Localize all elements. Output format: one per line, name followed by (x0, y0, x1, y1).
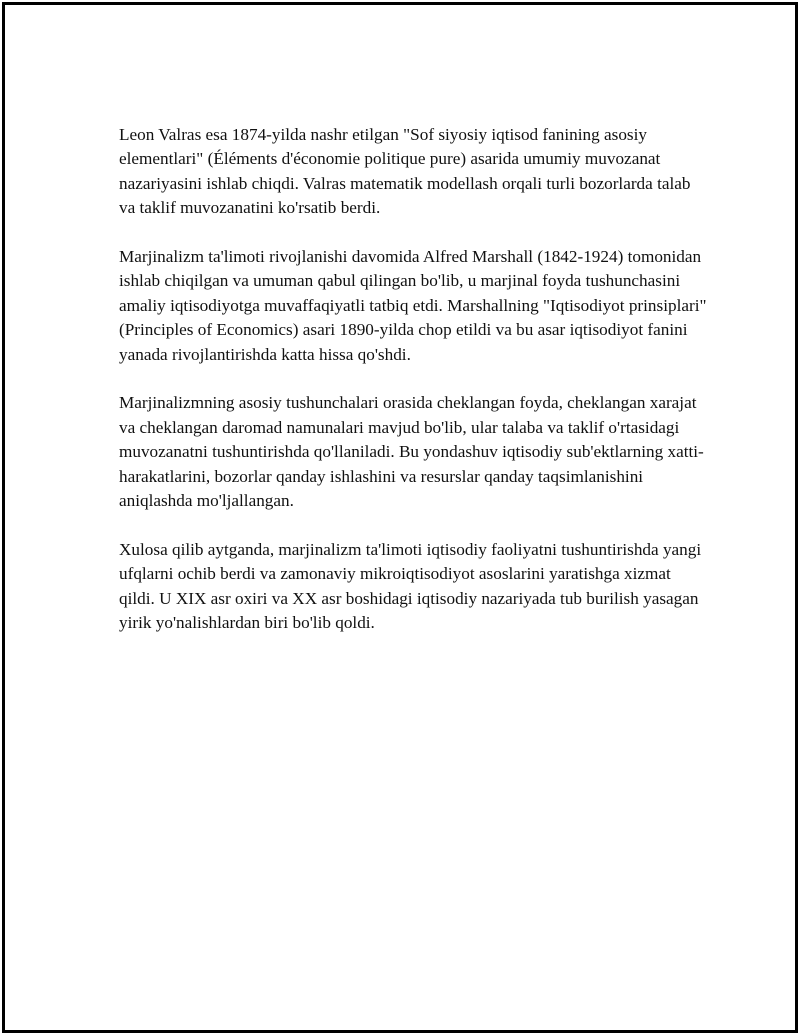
document-page (2, 2, 798, 1033)
paragraph-core-concepts: Marjinalizmning asosiy tushunchalari orasida cheklangan foyda, cheklangan xarajat va cheklangan daromad namunalari mavjud bo'lib, ular talaba va taklif o'rtasidagi muvozanatni tushuntirishda qo'llaniladi. Bu yondashuv iqtisodiy sub'ektlarning xatti-harakatlarini, bozorlar qanday ishlashini va resurslar qanday taqsimlanishini aniqlashda mo'ljallangan. (119, 393, 704, 511)
paragraph-conclusion: Xulosa qilib aytganda, marjinalizm ta'limoti iqtisodiy faoliyatni tushuntirishda yangi ufqlarni ochib berdi va zamonaviy mikroiqtisodiyot asoslarini yaratishga xizmat qildi. U XIX asr oxiri va XX asr boshidagi iqtisodiy nazariyada tub burilish yasagan yirik yo'nalishlardan biri bo'lib qoldi. (119, 539, 702, 633)
paragraph-walras: Leon Valras esa 1874-yilda nashr etilgan "Sof siyosiy iqtisod fanining asosiy elementlari" (Éléments d'économie politique pure) asarida umumiy muvozanat nazariyasini ishlab chiqdi. Valras matematik modellash orqali turli bozorlarda talab va taklif muvozanatini ko'rsatib berdi. (119, 125, 691, 218)
paragraph-marshall: Marjinalizm ta'limoti rivojlanishi davomida Alfred Marshall (1842-1924) tomonidan ishlab chiqilgan va umuman qabul qilingan bo'lib, u marjinal foyda tushunchasini amaliy iqtisodiyotga muvaffaqiyatli tatbiq etdi. Marshallning "Iqtisodiyot prinsiplari" (Principles of Economics) asari 1890-yilda chop etildi va bu asar iqtisodiyot fanini yanada rivojlantirishda katta hissa qo'shdi. (119, 247, 707, 364)
document-body (119, 123, 709, 660)
